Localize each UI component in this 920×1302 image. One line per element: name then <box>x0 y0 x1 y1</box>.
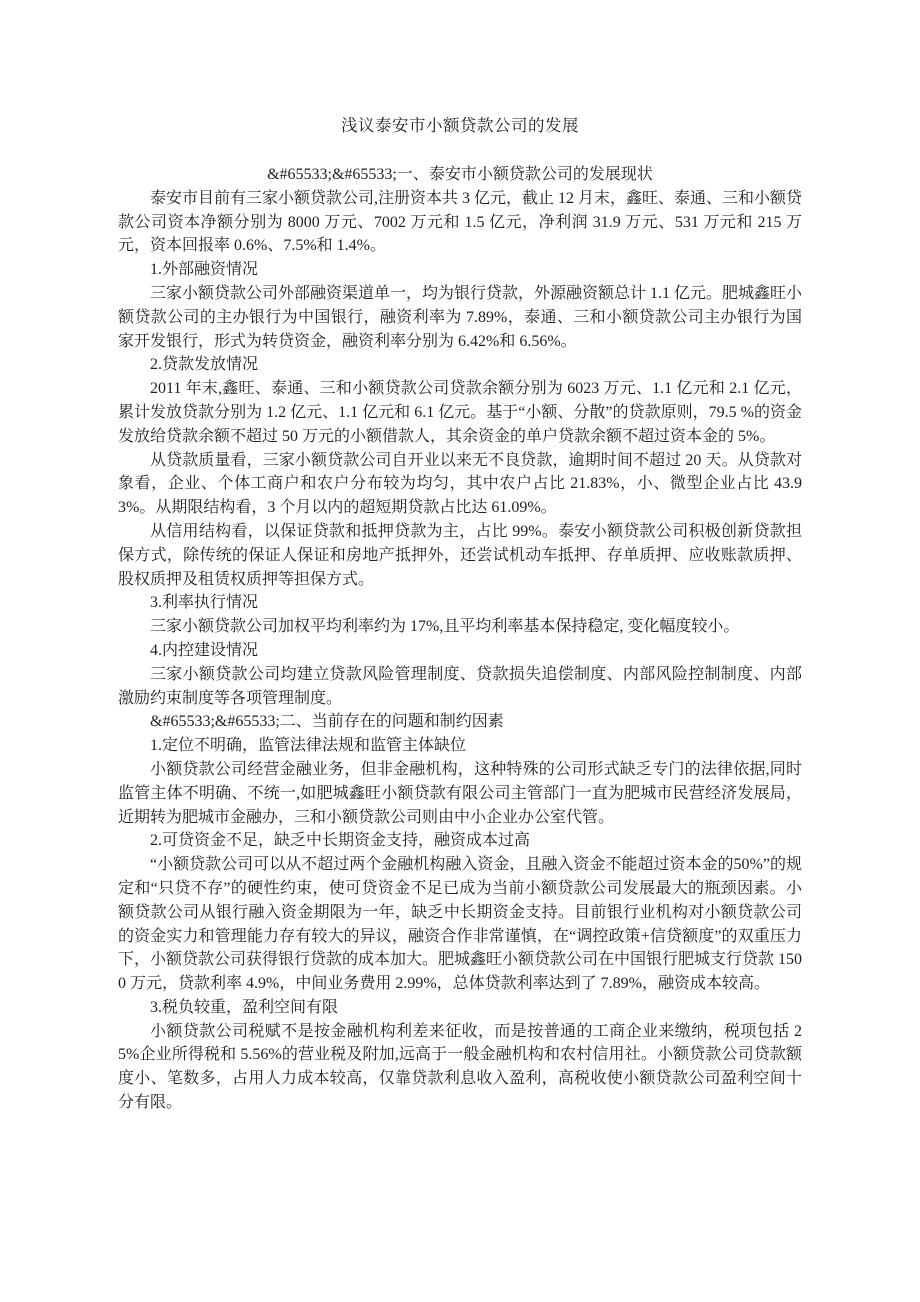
paragraph: 泰安市目前有三家小额贷款公司,注册资本共 3 亿元，截止 12 月末，鑫旺、泰通、三和小额贷款公司资本净额分别为 8000 万元、7002 万元和 1.5 亿元，净利润 31.9 万元、531 万元和 215 万元，资本回报率 0.6%、7.5%和 1.4%。 <box>118 189 803 255</box>
subheading: 4.内控建设情况 <box>150 641 259 659</box>
paragraph: 从贷款质量看，三家小额贷款公司自开业以来无不良贷款，逾期时间不超过 20 天。从贷款对象看，企业、个体工商户和农户分布较为均匀，其中农户占比 21.83%，小、微型企业占比 43.93%。从期限结构看，3 个月以内的超短期贷款占比达 61.09%。 <box>118 451 802 517</box>
section-heading: &#65533;&#65533;二、当前存在的问题和制约因素 <box>150 713 504 731</box>
subheading: 2.可贷资金不足，缺乏中长期资金支持，融资成本过高 <box>150 832 531 850</box>
document-title: 浅议泰安市小额贷款公司的发展 <box>341 116 579 135</box>
subheading: 1.定位不明确，监管法律法规和监管主体缺位 <box>150 737 467 755</box>
paragraph: 2011 年末,鑫旺、泰通、三和小额贷款公司贷款余额分别为 6023 万元、1.1 亿元和 2.1 亿元，累计发放贷款分别为 1.2 亿元、1.1 亿元和 6.1 亿元。基于“小额、分散”的贷款原则，79.5 %的资金发放给贷款余额不超过 50 万元的小额借款人，其余资金的单户贷款余额不超过资本金的 5%。 <box>118 380 802 445</box>
subheading: 1.外部融资情况 <box>150 261 259 279</box>
paragraph: 三家小额贷款公司均建立贷款风险管理制度、贷款损失追偿制度、内部风险控制制度、内部激励约束制度等各项管理制度。 <box>118 665 802 707</box>
paragraph: “小额贷款公司可以从不超过两个金融机构融入资金，且融入资金不能超过资本金的50%”的规定和“只贷不存”的硬性约束，使可贷资金不足已成为当前小额贷款公司发展最大的瓶颈因素。小额贷款公司从银行融入资金期限为一年，缺乏中长期资金支持。目前银行业机构对小额贷款公司的资金实力和管理能力存有较大的异议，融资合作非常谨慎，在“调控政策+信贷额度”的双重压力下，小额贷款公司获得银行贷款的成本加大。肥城鑫旺小额贷款公司在中国银行肥城支行贷款 1500 万元，贷款利率 4.9%，中间业务费用 2.99%，总体贷款利率达到了 7.89%，融资成本较高。 <box>118 856 803 993</box>
section-heading: &#65533;&#65533;一、泰安市小额贷款公司的发展现状 <box>267 166 653 183</box>
paragraph: 从信用结构看，以保证贷款和抵押贷款为主，占比 99%。泰安小额贷款公司积极创新贷款担保方式，除传统的保证人保证和房地产抵押外，还尝试机动车抵押、存单质押、应收账款质押、股权质押及租赁权质押等担保方式。 <box>118 522 802 588</box>
paragraph: 三家小额贷款公司外部融资渠道单一，均为银行贷款，外源融资额总计 1.1 亿元。肥城鑫旺小额贷款公司的主办银行为中国银行，融资利率为 7.89%，泰通、三和小额贷款公司主办银行为国家开发银行，形式为转贷资金，融资利率分别为 6.42%和 6.56%。 <box>118 284 803 350</box>
subheading: 3.税负较重，盈利空间有限 <box>150 998 339 1016</box>
subheading: 3.利率执行情况 <box>150 594 259 612</box>
document-body <box>118 163 802 1115</box>
paragraph: 三家小额贷款公司加权平均利率约为 17%,且平均利率基本保持稳定, 变化幅度较小。 <box>150 618 740 636</box>
paragraph: 小额贷款公司经营金融业务，但非金融机构，这种特殊的公司形式缺乏专门的法律依据,同时监管主体不明确、不统一,如肥城鑫旺小额贷款有限公司主管部门一直为肥城市民营经济发展局，近期转为肥城市金融办，三和小额贷款公司则由中小企业办公室代管。 <box>118 760 802 826</box>
paragraph: 小额贷款公司税赋不是按金融机构利差来征收，而是按普通的工商企业来缴纳，税项包括 25%企业所得税和 5.56%的营业税及附加,远高于一般金融机构和农村信用社。小额贷款公司贷款额度小、笔数多，占用人力成本较高，仅靠贷款利息收入盈利，高税收使小额贷款公司盈利空间十分有限。 <box>118 1022 802 1112</box>
subheading: 2.贷款发放情况 <box>150 356 259 374</box>
